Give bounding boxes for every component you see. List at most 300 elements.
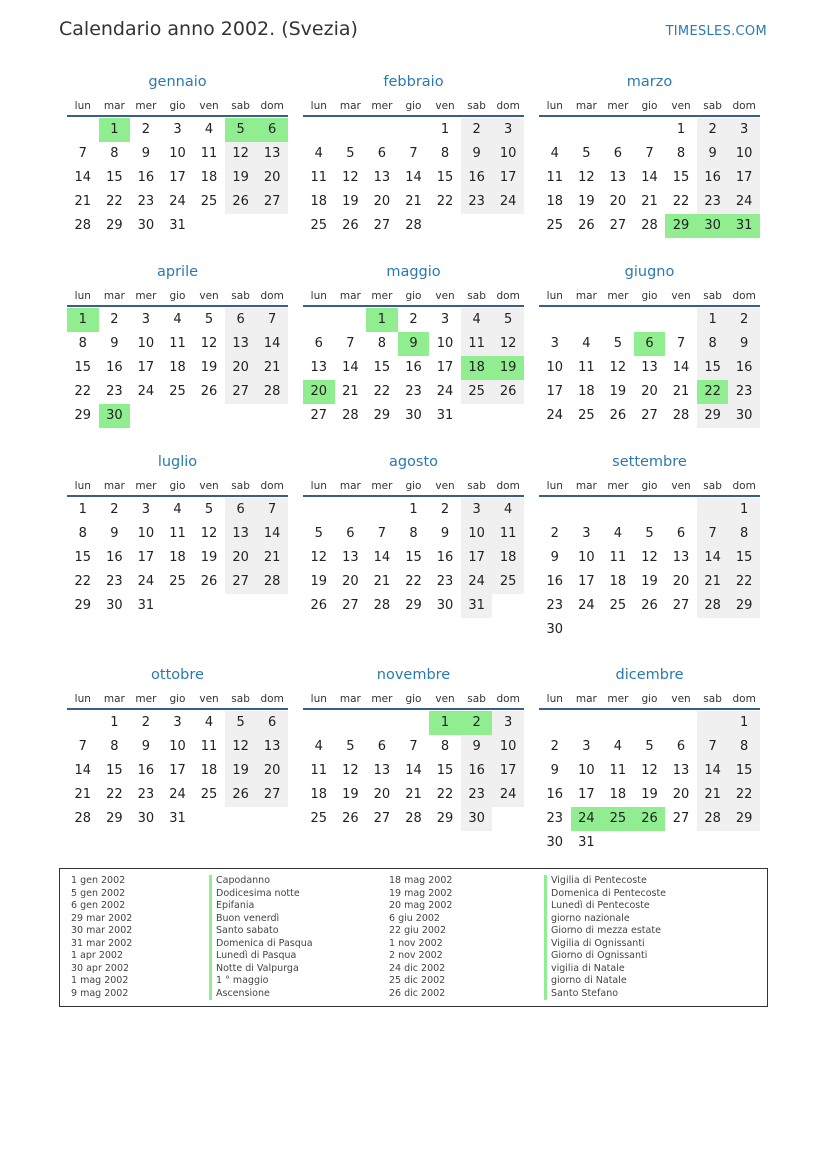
day-cell: 21	[672, 384, 690, 399]
weekday-label: mar	[339, 693, 361, 705]
weekday-label: mer	[135, 480, 157, 492]
day-cell: 12	[342, 763, 359, 778]
day-cell: 24	[169, 787, 186, 802]
day-cell: 22	[436, 194, 454, 209]
holiday-date: 1 mag 2002	[71, 975, 129, 986]
holiday-name: Notte di Valpurga	[209, 963, 313, 976]
weekday-label: gio	[641, 693, 658, 705]
day-cell: 12	[609, 360, 627, 375]
day-cell: 24	[137, 384, 155, 399]
day-cell: 14	[74, 170, 92, 185]
day-cell: 4	[314, 146, 323, 161]
weekday-header	[67, 285, 288, 307]
day-cell: 5	[582, 146, 591, 161]
day-cell: 8	[728, 735, 760, 759]
weekday-label: ven	[435, 480, 455, 492]
day-cell: 1	[409, 502, 418, 517]
holiday-day: 9	[398, 332, 430, 356]
day-cell: 2	[141, 122, 151, 137]
holiday-date: 20 mag 2002	[389, 900, 453, 911]
empty-cell	[492, 404, 524, 428]
day-cell: 10	[578, 763, 595, 778]
day-cell: 1	[78, 502, 87, 517]
empty-cell	[256, 807, 288, 831]
weekday-header	[539, 475, 760, 497]
day-cell: 24	[169, 194, 186, 209]
holiday-name: Santo sabato	[209, 925, 313, 938]
day-cell: 19	[342, 787, 359, 802]
day-cell: 15	[106, 763, 123, 778]
day-cell: 20	[373, 194, 391, 209]
weekday-label: ven	[199, 100, 219, 112]
empty-cell	[225, 594, 257, 618]
weekday-label: mar	[575, 693, 597, 705]
day-cell: 14	[672, 360, 690, 375]
holiday-date: 22 giu 2002	[389, 925, 446, 936]
day-cell: 17	[137, 550, 155, 565]
empty-cell	[665, 711, 697, 735]
day-grid	[67, 118, 288, 238]
empty-cell	[461, 214, 493, 238]
day-cell: 2	[110, 312, 119, 327]
holiday-day: 20	[303, 380, 335, 404]
day-cell: 10	[578, 550, 595, 565]
holiday-date: 6 giu 2002	[389, 912, 440, 924]
weekday-header	[539, 688, 760, 710]
day-cell: 17	[728, 166, 760, 190]
holiday-day: 24	[571, 807, 603, 831]
weekday-label: lun	[310, 100, 327, 112]
day-cell: 24	[461, 570, 493, 594]
holiday-day: 29	[665, 214, 697, 238]
day-cell: 5	[645, 739, 654, 754]
day-cell: 2	[440, 502, 450, 517]
day-cell: 29	[728, 594, 760, 618]
day-cell: 8	[676, 146, 686, 161]
day-cell: 24	[492, 190, 524, 214]
day-cell: 19	[200, 360, 218, 375]
day-cell: 25	[609, 598, 627, 613]
holiday-date: 25 dic 2002	[389, 975, 446, 986]
weekday-label: ven	[671, 693, 691, 705]
holiday-day: 1	[366, 308, 398, 332]
day-cell: 19	[578, 194, 595, 209]
day-cell: 31	[137, 598, 155, 613]
weekday-label: sab	[231, 290, 250, 302]
day-cell: 5	[346, 739, 355, 754]
day-cell: 13	[373, 763, 391, 778]
holiday-name: Epifania	[209, 900, 313, 913]
day-cell: 29	[373, 408, 391, 423]
day-cell: 8	[78, 526, 87, 541]
month-ottobre	[67, 663, 288, 853]
day-cell: 29	[106, 811, 123, 826]
weekday-label: sab	[703, 480, 722, 492]
day-cell: 10	[461, 522, 493, 546]
day-cell: 18	[169, 550, 186, 565]
month-settembre	[539, 450, 760, 663]
weekday-label: gio	[169, 290, 186, 302]
day-grid	[303, 308, 524, 428]
empty-cell	[602, 831, 634, 855]
day-cell: 19	[225, 759, 257, 783]
day-cell: 13	[641, 360, 658, 375]
holiday-day: 6	[256, 118, 288, 142]
day-cell: 29	[697, 404, 729, 428]
empty-cell	[665, 618, 697, 642]
day-cell: 31	[169, 218, 186, 233]
day-cell: 10	[492, 735, 524, 759]
holiday-date: 29 mar 2002	[71, 912, 133, 924]
holiday-list	[59, 868, 768, 1007]
day-cell: 28	[672, 408, 690, 423]
weekday-label: lun	[74, 480, 91, 492]
day-cell: 15	[436, 763, 454, 778]
empty-cell	[398, 118, 430, 142]
empty-cell	[67, 118, 99, 142]
weekday-label: gio	[641, 100, 658, 112]
empty-cell	[398, 711, 430, 735]
day-cell: 16	[461, 166, 493, 190]
day-cell: 28	[697, 807, 729, 831]
day-cell: 22	[106, 194, 123, 209]
day-cell: 14	[697, 759, 729, 783]
day-cell: 7	[377, 526, 387, 541]
day-cell: 17	[546, 384, 564, 399]
day-cell: 22	[728, 570, 760, 594]
weekday-label: dom	[732, 480, 756, 492]
day-cell: 21	[697, 783, 729, 807]
weekday-label: ven	[435, 100, 455, 112]
holiday-date: 18 mag 2002	[389, 875, 453, 886]
month-name: ottobre	[151, 667, 204, 683]
day-cell: 16	[728, 356, 760, 380]
empty-cell	[602, 308, 634, 332]
day-cell: 8	[110, 146, 119, 161]
weekday-label: dom	[496, 693, 520, 705]
month-febbraio	[303, 70, 524, 260]
day-cell: 10	[169, 739, 186, 754]
empty-cell	[571, 498, 603, 522]
day-cell: 18	[169, 360, 186, 375]
day-cell: 9	[110, 526, 119, 541]
day-cell: 1	[440, 122, 450, 137]
weekday-header	[303, 688, 524, 710]
day-cell: 26	[492, 380, 524, 404]
empty-cell	[634, 498, 666, 522]
holiday-date: 6 gen 2002	[71, 900, 126, 911]
day-cell: 23	[405, 384, 422, 399]
day-cell: 5	[204, 312, 214, 327]
weekday-label: gio	[405, 693, 422, 705]
day-cell: 14	[256, 522, 288, 546]
day-cell: 22	[672, 194, 690, 209]
day-grid	[303, 711, 524, 831]
empty-cell	[728, 618, 760, 642]
weekday-label: dom	[260, 693, 284, 705]
day-cell: 20	[342, 574, 359, 589]
day-cell: 5	[613, 336, 623, 351]
month-name: febbraio	[383, 74, 444, 90]
day-cell: 22	[405, 574, 422, 589]
empty-cell	[697, 711, 729, 735]
day-cell: 21	[256, 356, 288, 380]
day-cell: 3	[141, 312, 151, 327]
weekday-label: sab	[231, 480, 250, 492]
day-cell: 23	[106, 384, 123, 399]
day-cell: 25	[492, 570, 524, 594]
day-cell: 7	[697, 522, 729, 546]
day-cell: 16	[546, 787, 564, 802]
day-cell: 9	[141, 146, 151, 161]
day-cell: 21	[74, 787, 92, 802]
day-cell: 15	[728, 546, 760, 570]
day-cell: 6	[225, 498, 257, 522]
day-cell: 20	[641, 384, 658, 399]
day-cell: 26	[200, 574, 218, 589]
holiday-date: 30 apr 2002	[71, 962, 130, 974]
day-cell: 28	[256, 380, 288, 404]
day-cell: 12	[641, 763, 658, 778]
day-cell: 3	[582, 526, 591, 541]
day-cell: 1	[728, 498, 760, 522]
day-cell: 17	[492, 759, 524, 783]
holiday-name: Vigilia di Pentecoste	[544, 875, 666, 888]
day-cell: 2	[697, 118, 729, 142]
empty-cell	[429, 214, 461, 238]
day-cell: 23	[137, 787, 155, 802]
day-cell: 4	[461, 308, 493, 332]
weekday-label: mer	[607, 480, 629, 492]
empty-cell	[697, 498, 729, 522]
day-cell: 21	[74, 194, 92, 209]
day-cell: 18	[200, 763, 218, 778]
day-cell: 1	[110, 715, 119, 730]
month-novembre	[303, 663, 524, 853]
day-cell: 20	[256, 166, 288, 190]
weekday-label: ven	[199, 693, 219, 705]
day-cell: 21	[256, 546, 288, 570]
weekday-label: ven	[435, 693, 455, 705]
weekday-label: gio	[405, 480, 422, 492]
day-cell: 31	[436, 408, 454, 423]
day-cell: 26	[342, 811, 359, 826]
empty-cell	[366, 118, 398, 142]
day-cell: 4	[314, 739, 323, 754]
day-cell: 23	[137, 194, 155, 209]
day-cell: 9	[550, 763, 559, 778]
day-cell: 19	[342, 194, 359, 209]
holiday-day: 2	[461, 711, 493, 735]
day-cell: 13	[609, 170, 627, 185]
day-grid	[303, 498, 524, 618]
empty-cell	[335, 118, 367, 142]
empty-cell	[162, 404, 194, 428]
day-cell: 17	[169, 763, 186, 778]
holiday-date: 24 dic 2002	[389, 962, 446, 974]
holiday-day: 1	[429, 711, 461, 735]
day-cell: 25	[310, 811, 328, 826]
day-cell: 8	[377, 336, 387, 351]
weekday-label: sab	[703, 290, 722, 302]
day-cell: 16	[106, 550, 123, 565]
day-cell: 23	[728, 380, 760, 404]
day-cell: 21	[405, 787, 422, 802]
month-aprile	[67, 260, 288, 450]
month-name: agosto	[388, 454, 439, 470]
day-cell: 24	[578, 598, 595, 613]
weekday-label: mer	[371, 100, 393, 112]
holiday-day: 31	[728, 214, 760, 238]
holiday-day: 1	[67, 308, 99, 332]
holiday-day: 18	[461, 356, 493, 380]
holiday-day: 6	[634, 332, 666, 356]
empty-cell	[571, 118, 603, 142]
holiday-day: 22	[697, 380, 729, 404]
month-name: aprile	[156, 264, 199, 280]
weekday-label: ven	[671, 480, 691, 492]
day-cell: 14	[342, 360, 359, 375]
day-cell: 31	[169, 811, 186, 826]
month-luglio	[67, 450, 288, 640]
brand-link[interactable]: TIMESLES.COM	[665, 24, 767, 39]
day-cell: 17	[137, 360, 155, 375]
day-cell: 9	[461, 142, 493, 166]
weekday-label: sab	[467, 290, 486, 302]
day-cell: 28	[697, 594, 729, 618]
day-cell: 18	[492, 546, 524, 570]
day-cell: 3	[492, 711, 524, 735]
day-cell: 16	[461, 759, 493, 783]
empty-cell	[225, 404, 257, 428]
weekday-header	[303, 285, 524, 307]
holiday-day: 30	[697, 214, 729, 238]
day-cell: 9	[461, 735, 493, 759]
weekday-label: mer	[607, 100, 629, 112]
empty-cell	[193, 807, 225, 831]
empty-cell	[571, 711, 603, 735]
day-cell: 27	[641, 408, 658, 423]
weekday-label: mar	[339, 290, 361, 302]
day-cell: 19	[225, 166, 257, 190]
day-cell: 26	[225, 783, 257, 807]
empty-cell	[335, 711, 367, 735]
day-cell: 30	[106, 598, 123, 613]
month-name: settembre	[612, 454, 687, 470]
day-cell: 27	[225, 570, 257, 594]
weekday-label: mer	[607, 693, 629, 705]
day-cell: 14	[697, 546, 729, 570]
holiday-name: Domenica di Pasqua	[209, 938, 313, 951]
weekday-label: lun	[310, 480, 327, 492]
day-cell: 20	[672, 574, 690, 589]
weekday-label: mar	[575, 480, 597, 492]
day-cell: 13	[672, 550, 690, 565]
day-cell: 8	[110, 739, 119, 754]
day-cell: 29	[405, 598, 422, 613]
day-cell: 4	[550, 146, 559, 161]
weekday-header	[303, 95, 524, 117]
weekday-label: gio	[169, 100, 186, 112]
day-cell: 9	[697, 142, 729, 166]
day-cell: 3	[173, 122, 182, 137]
day-cell: 7	[697, 735, 729, 759]
empty-cell	[665, 831, 697, 855]
day-cell: 23	[106, 574, 123, 589]
holiday-name: 1 ° maggio	[209, 975, 313, 988]
day-cell: 15	[728, 759, 760, 783]
weekday-label: sab	[231, 693, 250, 705]
day-cell: 20	[373, 787, 391, 802]
day-cell: 27	[609, 218, 627, 233]
day-cell: 28	[74, 811, 92, 826]
day-cell: 30	[137, 218, 155, 233]
day-cell: 28	[342, 408, 359, 423]
day-cell: 11	[609, 763, 627, 778]
weekday-label: dom	[260, 480, 284, 492]
day-cell: 17	[169, 170, 186, 185]
holiday-day: 19	[492, 356, 524, 380]
day-cell: 18	[609, 787, 627, 802]
day-cell: 12	[225, 142, 257, 166]
day-cell: 11	[492, 522, 524, 546]
holiday-name: Vigilia di Ognissanti	[544, 938, 666, 951]
day-cell: 22	[74, 384, 92, 399]
day-cell: 27	[373, 811, 391, 826]
day-cell: 22	[74, 574, 92, 589]
empty-cell	[539, 308, 571, 332]
months-grid	[67, 70, 760, 876]
day-cell: 18	[310, 194, 328, 209]
day-cell: 22	[436, 787, 454, 802]
holiday-names-col-1	[209, 875, 313, 1000]
weekday-label: ven	[199, 290, 219, 302]
empty-cell	[492, 594, 524, 618]
weekday-label: dom	[732, 290, 756, 302]
day-cell: 2	[141, 715, 151, 730]
day-cell: 16	[137, 763, 155, 778]
holiday-name: Lunedì di Pasqua	[209, 950, 313, 963]
weekday-label: lun	[74, 100, 91, 112]
holiday-date: 31 mar 2002	[71, 937, 133, 949]
day-cell: 2	[110, 502, 119, 517]
day-cell: 29	[106, 218, 123, 233]
weekday-label: lun	[546, 100, 563, 112]
day-cell: 2	[550, 739, 559, 754]
empty-cell	[461, 404, 493, 428]
empty-cell	[130, 404, 162, 428]
day-cell: 19	[641, 574, 658, 589]
day-cell: 5	[314, 526, 323, 541]
empty-cell	[162, 594, 194, 618]
day-cell: 25	[200, 194, 218, 209]
holiday-day: 30	[99, 404, 131, 428]
day-cell: 8	[440, 146, 450, 161]
day-cell: 10	[137, 336, 155, 351]
day-cell: 16	[697, 166, 729, 190]
day-cell: 7	[676, 336, 686, 351]
day-cell: 27	[672, 811, 690, 826]
day-cell: 17	[436, 360, 454, 375]
day-cell: 2	[461, 118, 493, 142]
day-cell: 5	[492, 308, 524, 332]
day-cell: 2	[728, 308, 760, 332]
weekday-label: mer	[607, 290, 629, 302]
weekday-label: mar	[339, 480, 361, 492]
weekday-label: dom	[496, 480, 520, 492]
day-cell: 12	[200, 336, 218, 351]
empty-cell	[193, 404, 225, 428]
